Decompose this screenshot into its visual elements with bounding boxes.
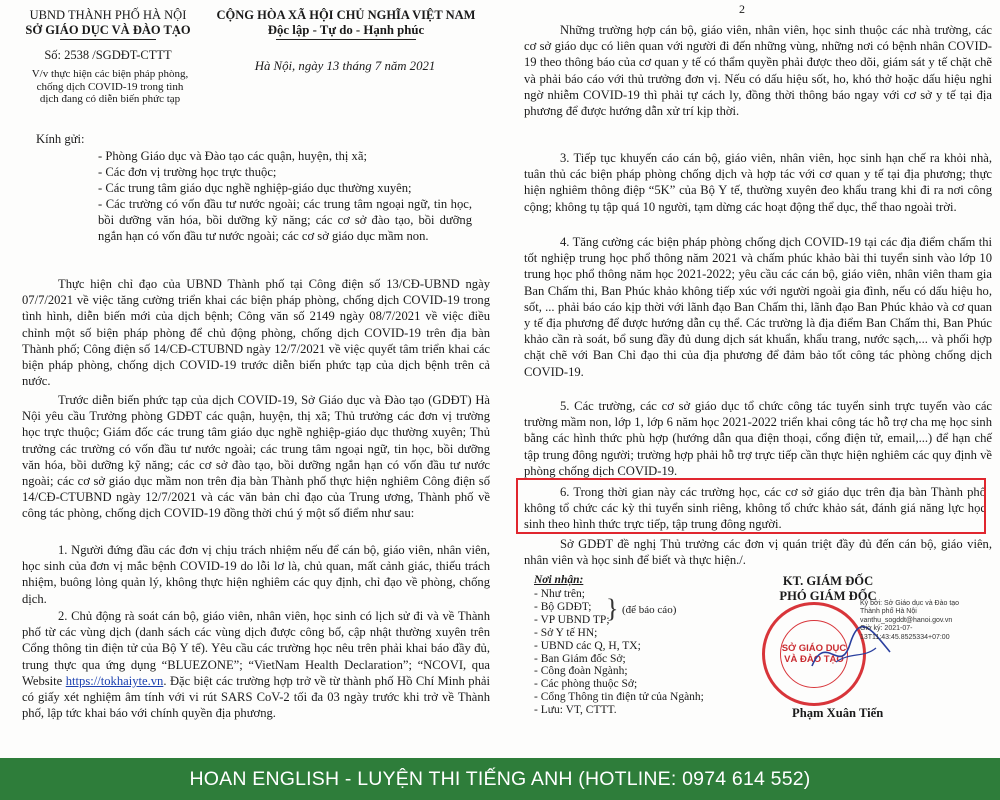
left-paragraph-1: Thực hiện chỉ đạo của UBND Thành phố tại Công điện số 13/CĐ-UBND ngày 07/7/2021 về việc tăng cường triển khai các biện pháp phòng, chống dịch COVID-19 trong tình hình, diễn biến mới của dịch bệnh; Công văn số 2149 ngày 08/7/2021 về việc điều chỉnh một số biện pháp phòng để chủ động phòng, chống dịch COVID-19 trên địa bàn Thành phố; Công điện số 14/CĐ-CTUBND ngày 12/7/2021 về việc quyết tâm triển khai các biện pháp phòng, chống dịch COVID-19 trước diễn biến phức tạp của dịch bệnh trên cả nước. bbox=[22, 277, 490, 389]
stamp-line-2: VÀ ĐÀO TẠO bbox=[784, 654, 844, 665]
doc-date: Hà Nội, ngày 13 tháng 7 năm 2021 bbox=[254, 59, 436, 73]
left-paragraph-3: 1. Người đứng đầu các đơn vị chịu trách nhiệm nếu để cán bộ, giáo viên, nhân viên, học sinh của đơn vị mắc bệnh COVID-19 do lỗi lơ là, chủ quan, mất cảnh giác, thiếu trách nhiệm, buông lỏng quản lý, không thực hiện nghiêm các quy định, chỉ đạo về phòng, chống dịch. bbox=[22, 543, 490, 606]
country-line2: Độc lập - Tự do - Hạnh phúc bbox=[267, 23, 425, 37]
list-item: - Cổng Thông tin điện tử của Ngành; bbox=[534, 691, 704, 704]
list-item: - Sở Y tế HN; bbox=[534, 626, 598, 639]
paragraph-4-text-b: . Đặc biệt các trường hợp trở về từ thành phố Hồ Chí Minh phải có giấy xét nghiệm âm tính với vi rút SARS CoV-2 tối đa 03 ngày trước khi trở về Thành phố, lập tức khai báo với chính quyền địa phương. bbox=[22, 673, 490, 721]
promo-footer-banner[interactable]: HOAN ENGLISH - LUYỆN THI TIẾNG ANH (HOTLINE: 0974 614 552) bbox=[0, 758, 1000, 800]
list-item: - Các phòng thuộc Sở; bbox=[534, 678, 638, 691]
list-item: - Như trên; bbox=[534, 588, 585, 600]
org-line1: UBND THÀNH PHỐ HÀ NỘI bbox=[29, 8, 187, 22]
recipient-item: - Các đơn vị trường học trực thuộc; bbox=[98, 165, 277, 179]
org-line2: SỞ GIÁO DỤC VÀ ĐÀO TẠO bbox=[25, 23, 191, 37]
recipients-label: Kính gửi: bbox=[36, 132, 85, 146]
distribution-label: Nơi nhận: bbox=[534, 574, 584, 586]
recipient-item: - Phòng Giáo dục và Đào tạo các quận, huyện, thị xã; bbox=[98, 149, 367, 163]
paragraph-4-text-a: 2. Chủ động rà soát cán bộ, giáo viên, nhân viên, học sinh có lịch sử đi và về Thành phố từ các vùng dịch (danh sách các vùng dịch được công bố, cập nhật thường xuyên trên Cổng thông tin điện tử của Bộ Y tế). Yêu cầu các trường học nêu trên phải khai báo đầy đủ, trung thực qua ứng dụng “BLUEZONE”; “VietNam Health Declaration”; “NCOVI, qua Website bbox=[22, 609, 490, 688]
right-paragraph-5: 6. Trong thời gian này các trường học, các cơ sở giáo dục trên địa bàn Thành phố không tổ chức các kỳ thi tuyển sinh riêng, không tổ chức khảo sát, đánh giá năng lực học sinh theo hình thức trực tiếp, tập trung đông người. bbox=[524, 485, 986, 532]
doc-number: Số: 2538 /SGDĐT-CTTT bbox=[44, 48, 172, 62]
right-paragraph-2: 3. Tiếp tục khuyến cáo cán bộ, giáo viên, nhân viên, học sinh hạn chế ra khỏi nhà, tuân thủ các biện pháp phòng chống dịch và hợp tác với cơ quan y tế tại địa phương; thực hiện nghiêm thông điệp “5K” của Bộ Y tế, thường xuyên đeo khẩu trang khi đi ra nơi công cộng; không tụ tập quá 10 người, tạm dừng các hoạt động thể dục, thể thao ngoài trời. bbox=[524, 151, 992, 214]
subject-line bbox=[12, 68, 208, 106]
right-paragraph-4: 5. Các trường, các cơ sở giáo dục tổ chức công tác tuyển sinh trực tuyến vào các trường mầm non, lớp 1, lớp 6 năm học 2021-2022 triển khai công tác hỗ trợ cha mẹ học sinh bằng các hình thức phù hợp (hướng dẫn qua điện thoại, cổng điện tử, email,...) để hạn chế tập trung đông người; trường hợp phải hỗ trợ trực tiếp cần thực hiện nghiêm các quy định về phòng chống dịch COVID-19. bbox=[524, 399, 992, 478]
digital-sign-line-5: 13T11:43:45.8525334+07:00 bbox=[860, 633, 950, 641]
left-paragraph-4 bbox=[22, 608, 490, 721]
org-underline bbox=[60, 39, 156, 40]
subject-line-3: dịch đang có diễn biến phức tạp bbox=[39, 93, 181, 105]
subject-line-1: V/v thực hiện các biện pháp phòng, bbox=[31, 68, 189, 80]
report-note: (để báo cáo) bbox=[622, 604, 677, 616]
left-paragraph-2: Trước diễn biến phức tạp của dịch COVID-19, Sở Giáo dục và Đào tạo (GDĐT) Hà Nội yêu cầu Trưởng phòng GDĐT các quận, huyện, thị xã; Thủ trưởng các đơn vị trường học trực thuộc; Giám đốc các trung tâm giáo dục nghề nghiệp-giáo dục thường xuyên; Thủ trưởng các trường có vốn đầu tư nước ngoài; các trung tâm ngoại ngữ, tin học, bồi dưỡng văn hóa, bồi dưỡng kỹ năng; các cơ sở đào tạo, bồi dưỡng ngắn hạn có vốn đầu tư nước ngoài; các cơ sở giáo dục mầm non trên địa bàn Thành phố thực hiện nghiêm Công điện số 14/CĐ-CTUBND ngày 12/7/2021 và các văn bản chỉ đạo của Trung ương, Thành phố về công tác phòng, chống dịch COVID-19 đồng thời chú ý một số điểm như sau: bbox=[22, 393, 490, 521]
country-underline bbox=[276, 39, 416, 40]
signer-name: Phạm Xuân Tiến bbox=[792, 706, 884, 720]
tokhaiyte-link[interactable]: https://tokhaiyte.vn bbox=[65, 673, 164, 688]
digital-sign-line-2: Thành phố Hà Nội bbox=[860, 608, 917, 616]
brace-icon: } bbox=[606, 594, 619, 623]
digital-signature-info bbox=[860, 600, 1000, 642]
list-item: - UBND các Q, H, TX; bbox=[534, 639, 641, 652]
highlight-box bbox=[516, 478, 986, 534]
recipient-item: - Các trường có vốn đầu tư nước ngoài; các trung tâm ngoại ngữ, tin học, bồi dưỡng văn hóa, bồi dưỡng kỹ năng; các cơ sở đào tạo, bồi dưỡng ngắn hạn có vốn đầu tư nước ngoài; các cơ sở giáo dục mầm non. bbox=[98, 197, 472, 244]
stamp-line-1: SỞ GIÁO DỤC bbox=[781, 643, 847, 654]
digital-sign-line-3: vanthu_sogddt@hanoi.gov.vn bbox=[860, 616, 953, 624]
page-one bbox=[0, 0, 500, 758]
right-paragraph-6: Sở GDĐT đề nghị Thủ trưởng các đơn vị quán triệt đầy đủ đến cán bộ, giáo viên, nhân viên và học sinh để biết và thực hiện./. bbox=[524, 537, 992, 568]
list-item: - Bộ GDĐT; bbox=[534, 600, 592, 613]
distribution-list bbox=[534, 588, 704, 717]
list-item: - Ban Giám đốc Sở; bbox=[534, 652, 626, 665]
signature-title-2: PHÓ GIÁM ĐỐC bbox=[779, 589, 877, 603]
subject-line-2: chống dịch COVID-19 trong tình bbox=[36, 80, 184, 93]
digital-sign-line-1: Ký bởi: Sở Giáo dục và Đào tạo bbox=[860, 600, 960, 607]
digital-sign-line-4: Giờ ký: 2021-07- bbox=[860, 625, 913, 633]
list-item: - Công đoàn Ngành; bbox=[534, 665, 628, 678]
signature-title-1: KT. GIÁM ĐỐC bbox=[782, 574, 874, 588]
recipient-item: - Các trung tâm giáo dục nghề nghiệp-giáo dục thường xuyên; bbox=[98, 181, 412, 195]
list-item: - VP UBND TP; bbox=[534, 613, 610, 626]
right-paragraph-1: Những trường hợp cán bộ, giáo viên, nhân viên, học sinh thuộc các nhà trường, các cơ sở giáo dục có liên quan với người đi đến những vùng, những nơi có bệnh nhân COVID-19 theo thông báo của cơ quan y tế có thẩm quyền phải được theo dõi, giám sát y tế chặt chẽ và phải báo cáo với thủ trưởng đơn vị. Nếu có dấu hiệu sốt, ho, khó thở hoặc dấu hiệu nghi ngờ nhiễm COVID-19 thì phải tự cách ly, đồng thời thông báo ngay với cơ sở y tế tại địa phương để được hướng dẫn xử trí kịp thời. bbox=[524, 23, 992, 119]
page-number: 2 bbox=[739, 2, 745, 16]
right-paragraph-3: 4. Tăng cường các biện pháp phòng chống dịch COVID-19 tại các địa điểm chấm thi tốt nghiệp trung học phổ thông năm 2021 và chấm phúc khảo bài thi tuyển sinh vào lớp 10 trung học phổ thông năm học 2021-2022; yêu cầu các cán bộ, giáo viên, nhân viên tham gia Ban Chấm thi, Ban Phúc khảo không tiếp xúc với người ngoài gia đình, nếu có dấu hiệu ho, sốt, ... phải báo cáo kịp thời với lãnh đạo Ban Chấm thi, lãnh đạo Ban Phúc khảo và cơ quan y tế địa phương để được hướng dẫn cụ thể. Các trường là địa điểm Ban Chấm thi, Ban Phúc khảo cần rà soát, bổ sung đầy đủ dung dịch sát khuẩn, khẩu trang, nước sạch,... và phối hợp chặt chẽ với Ban Chỉ đạo thi của địa phương để đảm bảo tốt công tác phòng chống dịch COVID-19. bbox=[524, 235, 992, 379]
country-line1: CỘNG HÒA XÃ HỘI CHỦ NGHĨA VIỆT NAM bbox=[216, 8, 476, 22]
list-item: - Lưu: VT, CTTT. bbox=[534, 704, 617, 717]
